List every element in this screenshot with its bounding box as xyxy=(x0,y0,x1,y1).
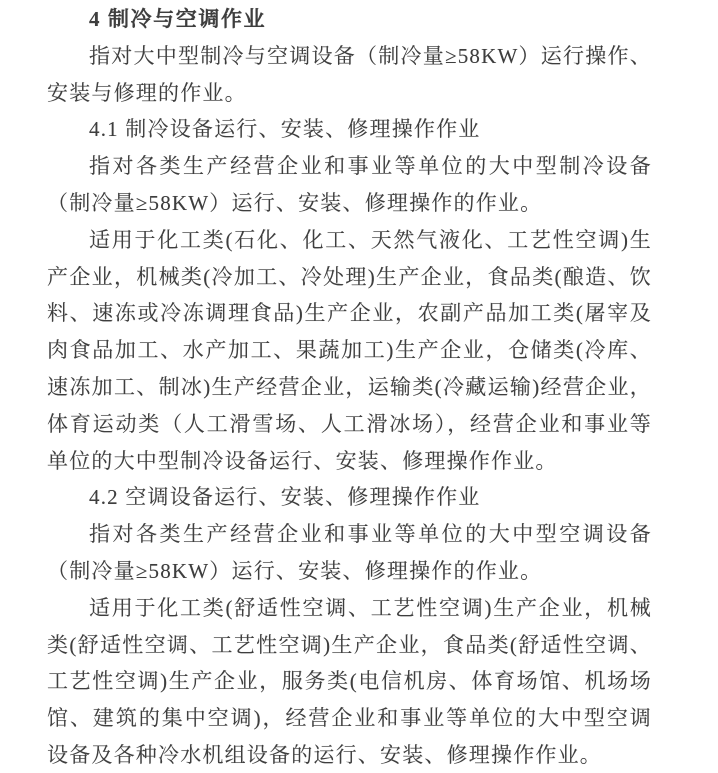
paragraph-4-1-scope: 适用于化工类(石化、化工、天然气液化、工艺性空调)生产企业，机械类(冷加工、冷处理)生产企业，食品类(酿造、饮料、速冻或冷冻调理食品)生产企业，农副产品加工类(屠宰及肉食品加工、水产加工、果蔬加工)生产企业，仓储类(冷库、速冻加工、制冰)生产经营企业，运输类(冷藏运输)经营企业，体育运动类（人工滑雪场、人工滑冰场），经营企业和事业等单位的大中型制冷设备运行、安装、修理操作作业。 xyxy=(47,227,652,473)
paragraph-4-2-scope: 适用于化工类(舒适性空调、工艺性空调)生产企业，机械类(舒适性空调、工艺性空调)生产企业，食品类(舒适性空调、工艺性空调)生产企业，服务类(电信机房、体育场馆、机场场馆、建筑的集中空调)，经营企业和事业等单位的大中型空调设备及各种冷水机组设备的运行、安装、修理操作作业。 xyxy=(47,595,652,767)
section-heading-4: 4 制冷与空调作业 xyxy=(89,7,267,31)
paragraph-4-1-definition: 指对各类生产经营企业和事业等单位的大中型制冷设备（制冷量≥58KW）运行、安装、修理操作的作业。 xyxy=(47,154,652,215)
subsection-heading-4-2: 4.2 空调设备运行、安装、修理操作作业 xyxy=(89,485,481,510)
paragraph-4-2-definition: 指对各类生产经营企业和事业等单位的大中型空调设备（制冷量≥58KW）运行、安装、修理操作的作业。 xyxy=(47,522,652,583)
subsection-heading-4-1: 4.1 制冷设备运行、安装、修理操作作业 xyxy=(89,117,481,142)
paragraph-definition: 指对大中型制冷与空调设备（制冷量≥58KW）运行操作、安装与修理的作业。 xyxy=(47,43,652,105)
